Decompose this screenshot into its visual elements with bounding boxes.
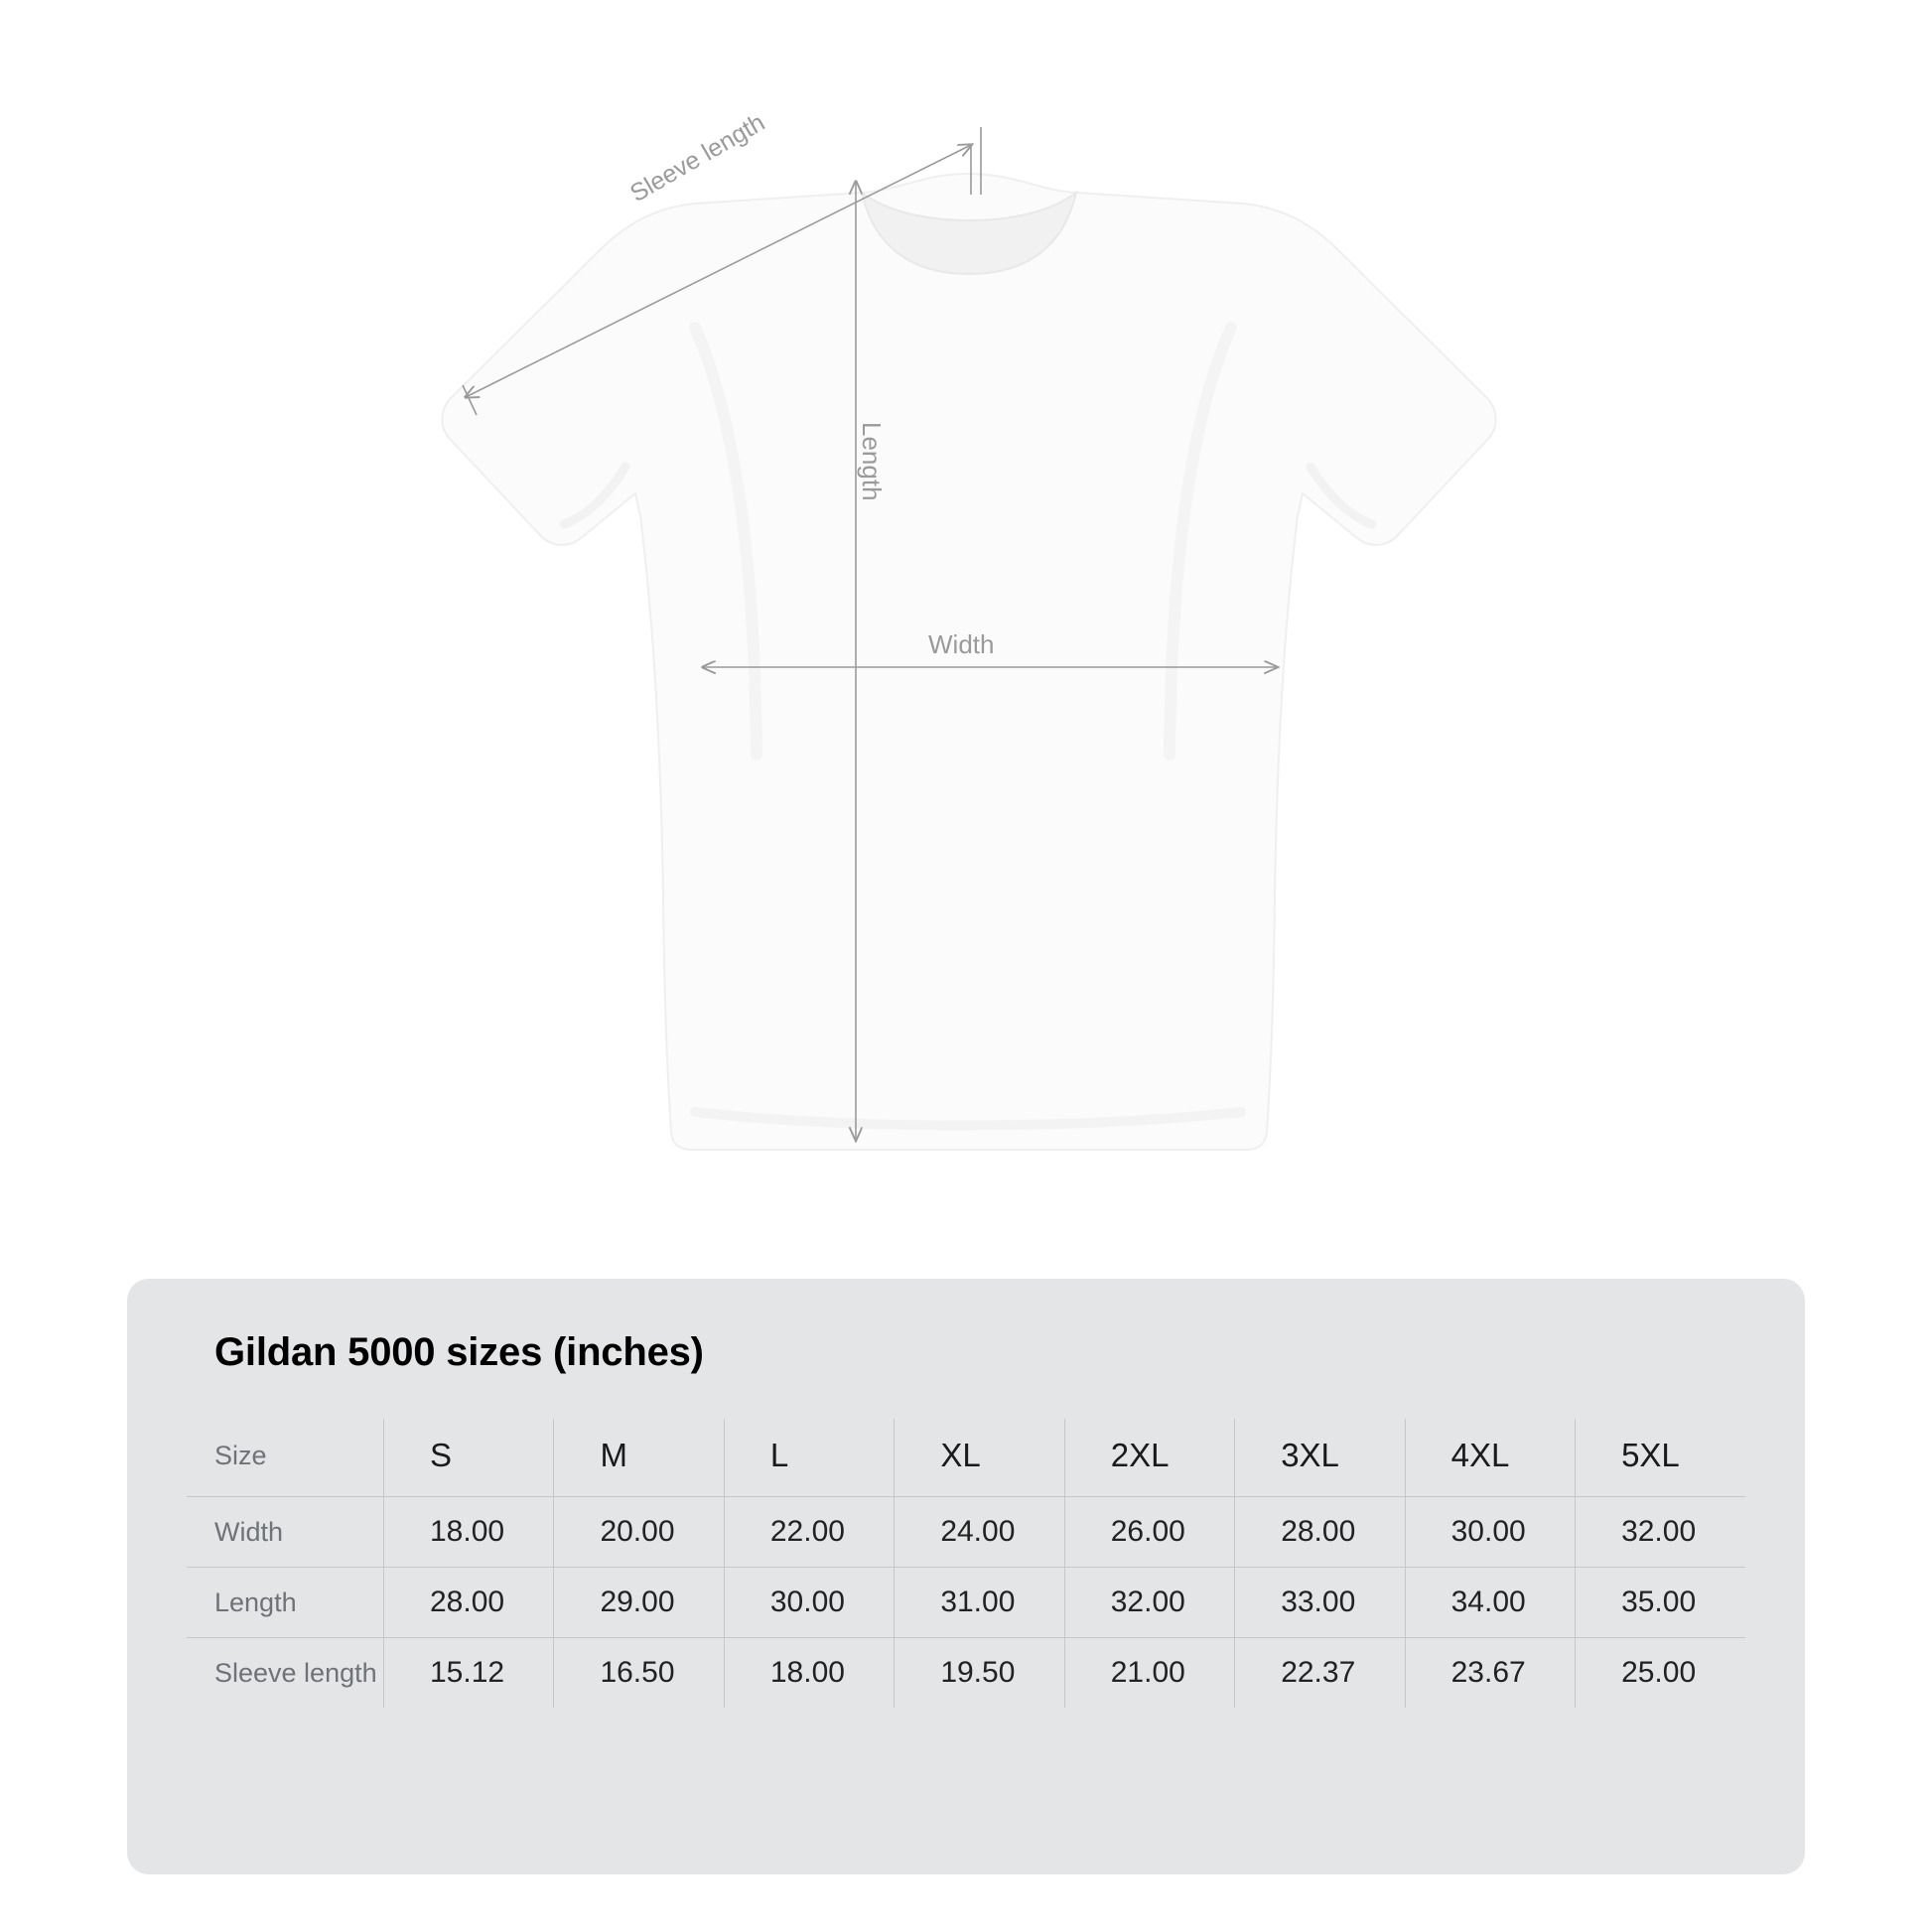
- table-header-row: [187, 1419, 1745, 1497]
- length-5xl: 35.00: [1576, 1568, 1745, 1638]
- size-chart-table: [187, 1419, 1745, 1708]
- sleeve-5xl: 25.00: [1576, 1638, 1745, 1709]
- length-label: Length: [857, 422, 887, 501]
- tshirt-shape: [442, 174, 1495, 1150]
- header-size-xl: XL: [895, 1419, 1064, 1497]
- sleeve-length-label: Sleeve length: [625, 108, 770, 208]
- size-chart-card: [127, 1279, 1805, 1874]
- size-chart-head: [187, 1419, 1745, 1497]
- length-s: 28.00: [384, 1568, 554, 1638]
- row-label-length: Length: [214, 1587, 297, 1617]
- size-chart-title: Gildan 5000 sizes (inches): [214, 1330, 704, 1374]
- width-m: 20.00: [554, 1497, 724, 1568]
- sleeve-m: 16.50: [554, 1638, 724, 1709]
- width-label: Width: [928, 629, 995, 659]
- length-3xl: 33.00: [1235, 1568, 1405, 1638]
- sleeve-3xl: 22.37: [1235, 1638, 1405, 1709]
- sleeve-s: 15.12: [384, 1638, 554, 1709]
- header-size-m: M: [554, 1419, 724, 1497]
- length-l: 30.00: [724, 1568, 894, 1638]
- width-5xl: 32.00: [1576, 1497, 1745, 1568]
- table-row: [187, 1568, 1745, 1638]
- length-xl: 31.00: [895, 1568, 1064, 1638]
- row-label-sleeve-length: Sleeve length: [214, 1657, 377, 1688]
- width-2xl: 26.00: [1064, 1497, 1234, 1568]
- header-size-3xl: 3XL: [1235, 1419, 1405, 1497]
- header-size-s: S: [384, 1419, 554, 1497]
- length-4xl: 34.00: [1405, 1568, 1575, 1638]
- width-3xl: 28.00: [1235, 1497, 1405, 1568]
- row-label-width: Width: [214, 1516, 284, 1547]
- header-size-5xl: 5XL: [1576, 1419, 1745, 1497]
- header-size-label: Size: [214, 1440, 267, 1470]
- length-m: 29.00: [554, 1568, 724, 1638]
- size-chart-body: [187, 1497, 1745, 1709]
- table-row: [187, 1638, 1745, 1709]
- sleeve-4xl: 23.67: [1405, 1638, 1575, 1709]
- table-row: [187, 1497, 1745, 1568]
- width-xl: 24.00: [895, 1497, 1064, 1568]
- sleeve-l: 18.00: [724, 1638, 894, 1709]
- sleeve-2xl: 21.00: [1064, 1638, 1234, 1709]
- width-l: 22.00: [724, 1497, 894, 1568]
- length-2xl: 32.00: [1064, 1568, 1234, 1638]
- header-size-2xl: 2XL: [1064, 1419, 1234, 1497]
- sleeve-xl: 19.50: [895, 1638, 1064, 1709]
- header-size-4xl: 4XL: [1405, 1419, 1575, 1497]
- width-4xl: 30.00: [1405, 1497, 1575, 1568]
- width-s: 18.00: [384, 1497, 554, 1568]
- header-size-l: L: [724, 1419, 894, 1497]
